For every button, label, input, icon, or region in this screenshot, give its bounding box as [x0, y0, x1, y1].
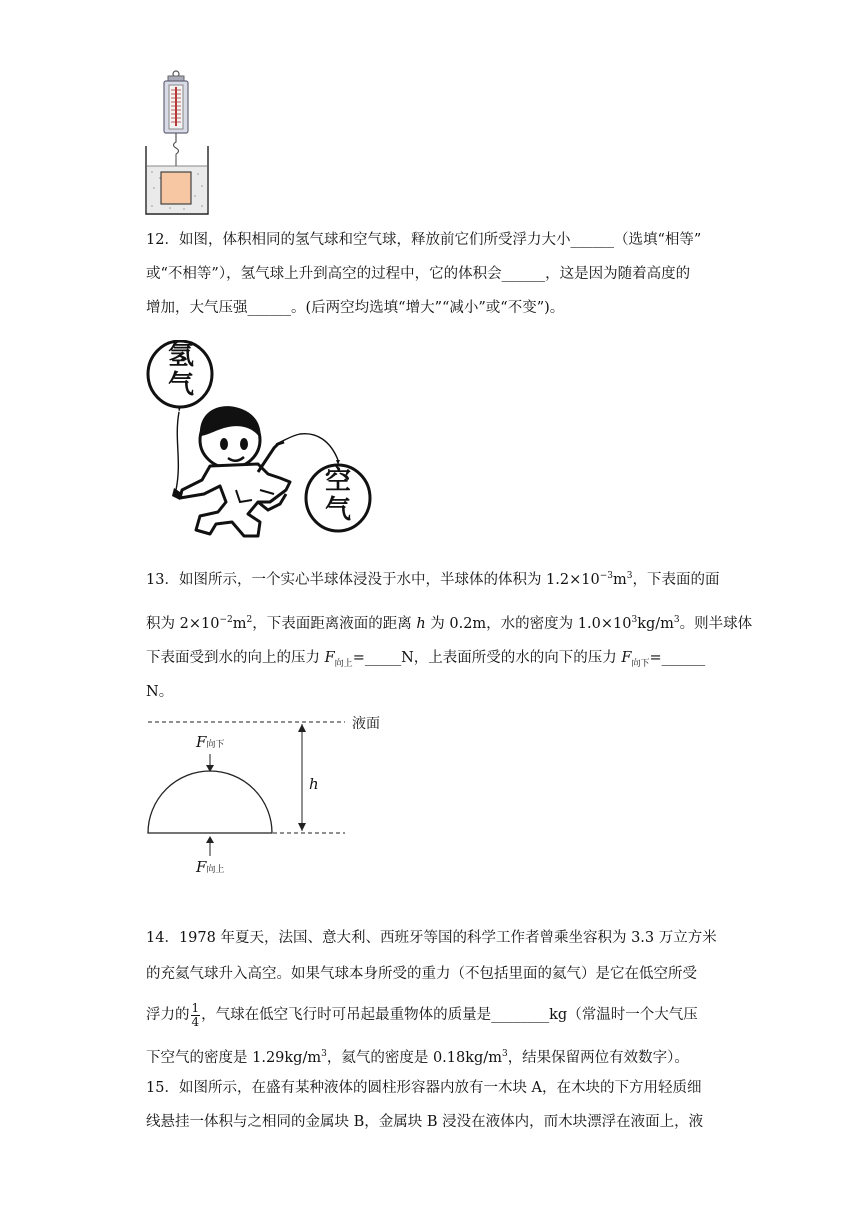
air-char-2: 气: [324, 495, 351, 525]
force-down-label: F向下: [196, 733, 225, 751]
spring-scale-figure: [140, 68, 212, 218]
q15-line-2: 线悬挂一体积与之相同的金属块 B，金属块 B 浸没在液体内，而木块漂浮在液面上，液: [146, 1114, 704, 1130]
air-char-1: 空: [324, 466, 351, 496]
fraction-one-quarter: $\frac{1}{4}$: [191, 1000, 200, 1029]
force-up-label: F向上: [196, 858, 225, 876]
q14-line-4: 下空气的密度是 $1.29kg/m^3$，氦气的密度是 $0.18kg/m^3$，结果保留两位有效数字）。: [146, 1049, 689, 1066]
q13-line-4: N。: [146, 684, 174, 700]
q12-line-1: 12．如图，体积相同的氢气球和空气球，释放前它们所受浮力大小______（选填“相等”: [146, 232, 702, 248]
q12-line-3: 增加，大气压强______。(后两空均选填“增大”“减小”或“不变”)。: [146, 300, 565, 316]
q13-line-3: 下表面受到水的向上的压力 $F_{向上}=\_\_\_\_\_N$，上表面所受的水的向下的压力 $F_{向下}=\_\_\_\_\_\_$: [146, 650, 706, 669]
hydrogen-char-1: 氢: [167, 341, 194, 371]
q13-line-2: 积为 $2\times 10^{-2}m^2$，下表面距离液面的距离 h 为 0.2m，水的密度为 $1.0\times 10^3kg/m^3$。则半球体: [146, 615, 753, 632]
air-balloon-label: [319, 467, 357, 525]
height-h-label: h: [309, 775, 319, 793]
hydrogen-balloon-label: [162, 342, 200, 400]
q14-line-3: 浮力的 $\frac{1}{4}$ ，气球在低空飞行时可吊起最重物体的质量是________kg（常温时一个大气压: [146, 1000, 698, 1029]
q14-line-1: 14．1978 年夏天，法国、意大利、西班牙等国的科学工作者曾乘坐容积为 3.3 万立方米: [146, 930, 717, 946]
hemisphere-diagram: [140, 710, 400, 885]
q14-line-2: 的充氦气球升入高空。如果气球本身所受的重力（不包括里面的氦气）是它在低空所受: [146, 966, 697, 982]
liquid-surface-label: 液面: [352, 716, 380, 732]
q15-line-1: 15．如图所示，在盛有某种液体的圆柱形容器内放有一木块 A，在木块的下方用轻质细: [146, 1080, 702, 1096]
q13-line-1: 13．如图所示，一个实心半球体浸没于水中，半球体的体积为 $1.2\times 10^{-3}m^3$，下表面的面: [146, 571, 720, 588]
hydrogen-char-2: 气: [167, 370, 194, 400]
q12-line-2: 或“不相等”），氢气球上升到高空的过程中，它的体积会______，这是因为随着高度的: [146, 266, 691, 282]
